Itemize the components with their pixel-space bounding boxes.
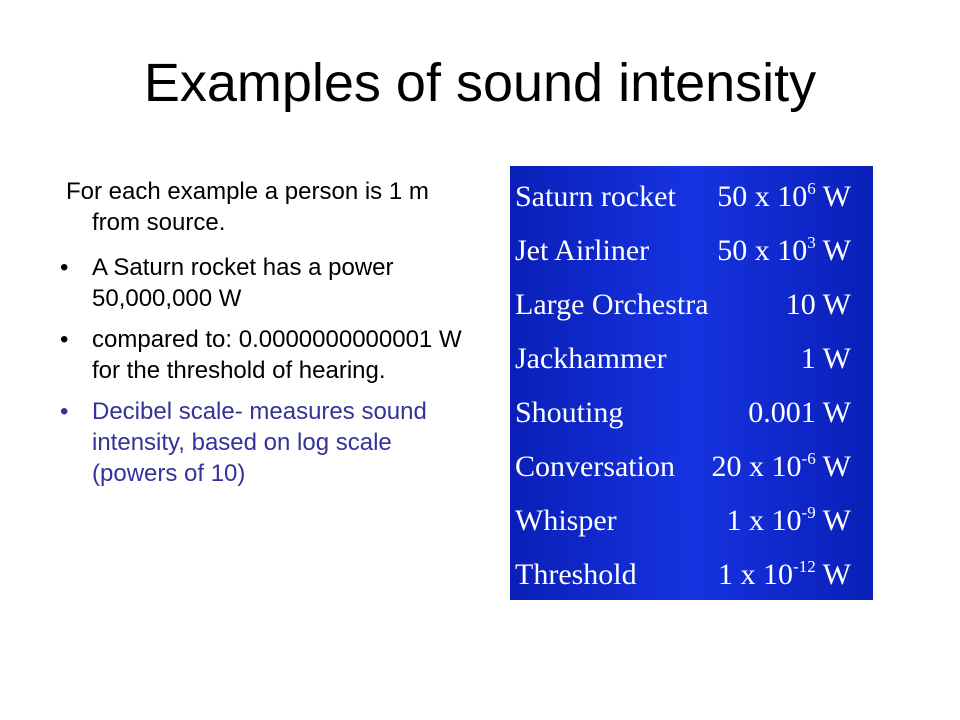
table-row bbox=[510, 548, 873, 602]
source-name: Large Orchestra bbox=[515, 288, 709, 321]
bullet-text: Decibel scale- measures sound intensity, based on log scale (powers of 10) bbox=[92, 398, 427, 487]
bullet-marker: • bbox=[60, 398, 69, 425]
intensity-value: 0.001 W bbox=[748, 396, 851, 429]
table-row bbox=[510, 278, 873, 332]
table-row bbox=[510, 494, 873, 548]
intensity-value: 1 W bbox=[800, 342, 851, 375]
source-name: Jackhammer bbox=[515, 342, 667, 375]
intensity-value: 50 x $10^3$ W bbox=[717, 233, 851, 267]
source-name: Whisper bbox=[515, 504, 617, 537]
bullet-item-threshold bbox=[60, 324, 470, 386]
table-row bbox=[510, 440, 873, 494]
table-row bbox=[510, 332, 873, 386]
source-name: Threshold bbox=[515, 558, 637, 591]
table-row bbox=[510, 386, 873, 440]
intensity-value: 20 x $10^{-6}$ W bbox=[711, 449, 851, 483]
intensity-value: 50 x $10^6$ W bbox=[717, 179, 851, 213]
source-name: Conversation bbox=[515, 450, 675, 483]
slide-title: Examples of sound intensity bbox=[143, 53, 817, 113]
bullet-marker: • bbox=[60, 254, 69, 281]
bullet-marker: • bbox=[60, 326, 69, 353]
intensity-value: 1 x $10^{-12}$ W bbox=[718, 557, 851, 591]
intensity-value: 1 x $10^{-9}$ W bbox=[726, 503, 851, 537]
bullet-item-saturn bbox=[60, 252, 470, 314]
intro-text: For each example a person is 1 m from source. bbox=[66, 178, 429, 236]
source-name: Jet Airliner bbox=[515, 234, 650, 267]
table-row bbox=[510, 170, 873, 224]
intensity-value: 10 W bbox=[785, 288, 851, 321]
bullet-text: A Saturn rocket has a power 50,000,000 W bbox=[92, 254, 394, 312]
table-row bbox=[510, 224, 873, 278]
source-name: Shouting bbox=[515, 396, 624, 429]
body-text bbox=[60, 176, 470, 499]
source-name: Saturn rocket bbox=[515, 180, 676, 213]
bullet-item-decibel bbox=[60, 396, 470, 489]
bullet-text: compared to: 0.0000000000001 W for the threshold of hearing. bbox=[92, 326, 462, 384]
intensity-table-image bbox=[510, 166, 873, 600]
